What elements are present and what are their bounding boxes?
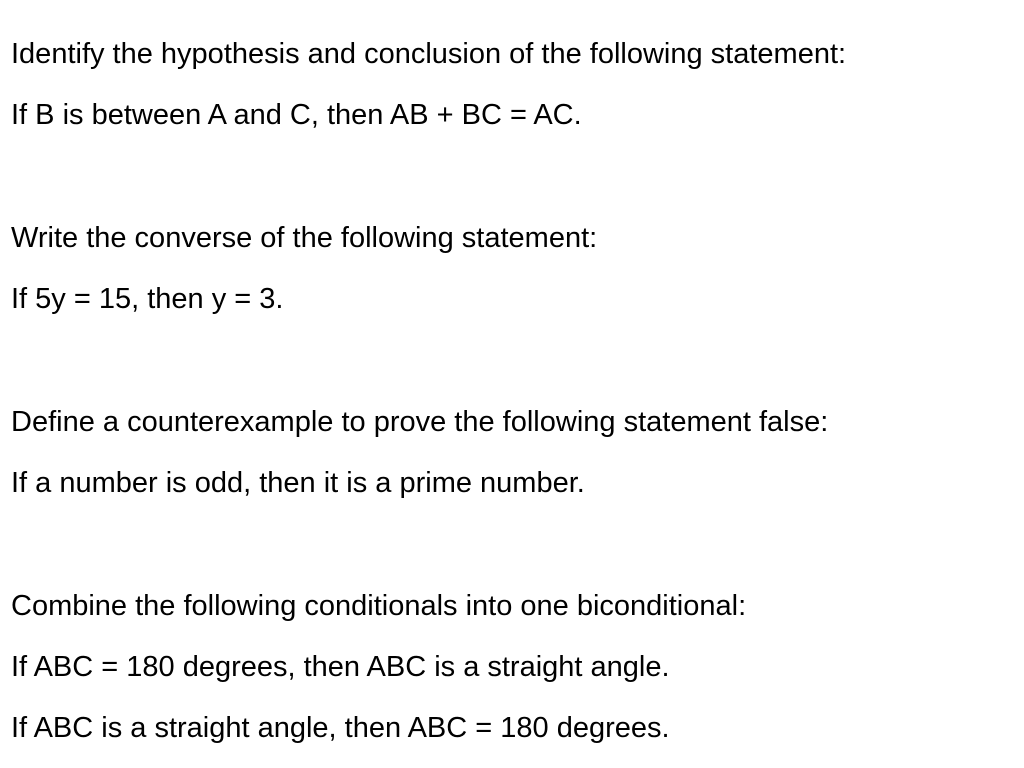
question-1-prompt: Identify the hypothesis and conclusion of the following statement:: [11, 38, 847, 70]
question-2-statement: If 5y = 15, then y = 3.: [11, 283, 284, 315]
question-4-statement-1: If ABC = 180 degrees, then ABC is a straight angle.: [11, 651, 670, 683]
question-3-prompt: Define a counterexample to prove the following statement false:: [11, 406, 829, 438]
question-2-prompt: Write the converse of the following statement:: [11, 222, 598, 254]
question-4-statement-2: If ABC is a straight angle, then ABC = 180 degrees.: [11, 712, 670, 744]
question-4-prompt: Combine the following conditionals into one biconditional:: [11, 590, 747, 622]
question-3-statement: If a number is odd, then it is a prime number.: [11, 467, 585, 499]
question-1-statement: If B is between A and C, then AB + BC = AC.: [11, 99, 582, 131]
